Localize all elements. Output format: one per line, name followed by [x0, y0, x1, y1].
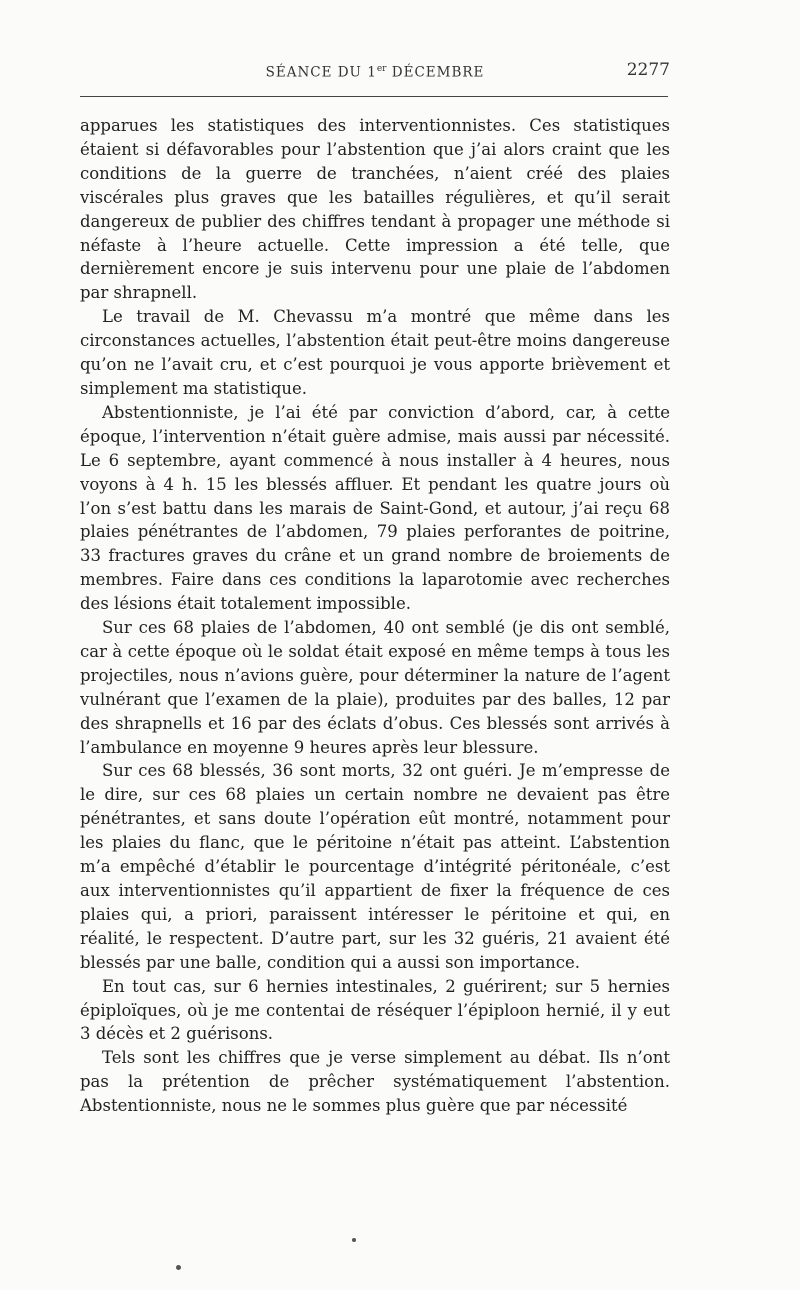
paragraph: Sur ces 68 blessés, 36 sont morts, 32 ont guéri. Je m’empresse de le dire, sur ces 68 plaies un certain nombre ne devaient pas être pénétrantes, et sans doute l’opération eût montré, notamment pour les plaies du flanc, que le péritoine n’était pas atteint. L’abstention m’a empêché d’établir le pourcentage d’intégrité péritonéale, c’est aux interventionnistes qu’il appartient de fixer la fréquence de ces plaies qui, a priori, paraissent intéresser le péritoine et qui, en réalité, le respectent. D’autre part, sur les 32 guéris, 21 avaient été blessés par une balle, condition qui a aussi son importance.	[80, 761, 670, 972]
running-title-superscript: er	[376, 64, 387, 74]
paragraph: Tels sont les chiffres que je verse simplement au débat. Ils n’ont pas la prétention de prêcher systématiquement l’abstention. Abstentionniste, nous ne le sommes plus guère que par nécessité	[80, 1048, 670, 1116]
running-header	[80, 58, 670, 88]
running-title-pre: SÉANCE DU 1	[265, 64, 377, 81]
paragraph: En tout cas, sur 6 hernies intestinales, 2 guérirent; sur 5 hernies épiploïques, où je me contentai de réséquer l’épiploon hernié, il y eut 3 décès et 2 guérisons.	[80, 976, 670, 1044]
body-text	[80, 114, 670, 1118]
paragraph: apparues les statistiques des interventionnistes. Ces statistiques étaient si défavorables pour l’abstention que j’ai alors craint que les conditions de la guerre de tranchées, n’aient créé des plaies viscérales plus graves que les batailles régulières, et qu’il serait dangereux de publier des chiffres tendant à propager une méthode si néfaste à l’heure actuelle. Cette impression a été telle, que dernièrement encore je suis intervenu pour une plaie de l’abdomen par shrapnell.	[80, 116, 670, 303]
paper-speck	[176, 1265, 181, 1270]
running-title	[80, 64, 670, 81]
paragraph: Abstentionniste, je l’ai été par conviction d’abord, car, à cette époque, l’intervention n’était guère admise, mais aussi par nécessité. Le 6 septembre, ayant commencé à nous installer à 4 heures, nous voyons à 4 h. 15 les blessés affluer. Et pendant les quatre jours où l’on s’est battu dans les marais de Saint-Gond, et autour, j’ai reçu 68 plaies pénétrantes de l’abdomen, 79 plaies perforantes de poitrine, 33 fractures graves du crâne et un grand nombre de broiements de membres. Faire dans ces conditions la laparotomie avec recherches des lésions était totalement impossible.	[80, 402, 670, 614]
paragraph: Le travail de M. Chevassu m’a montré que même dans les circonstances actuelles, l’abstention était peut-être moins dangereuse qu’on ne l’avait cru, et c’est pourquoi je vous apporte brièvement et simplement ma statistique.	[80, 307, 670, 398]
page-number: 2277	[626, 60, 670, 80]
header-rule	[80, 96, 668, 97]
paragraph: Sur ces 68 plaies de l’abdomen, 40 ont semblé (je dis ont semblé, car à cette époque où le soldat était exposé en même temps à tous les projectiles, nous n’avions guère, pour déterminer la nature de l’agent vulnérant que l’examen de la plaie), produites par des balles, 12 par des shrapnells et 16 par des éclats d’obus. Ces blessés sont arrivés à l’ambulance en moyenne 9 heures après leur blessure.	[80, 618, 670, 757]
paper-speck	[352, 1238, 356, 1242]
running-title-post: DÉCEMBRE	[386, 64, 485, 81]
